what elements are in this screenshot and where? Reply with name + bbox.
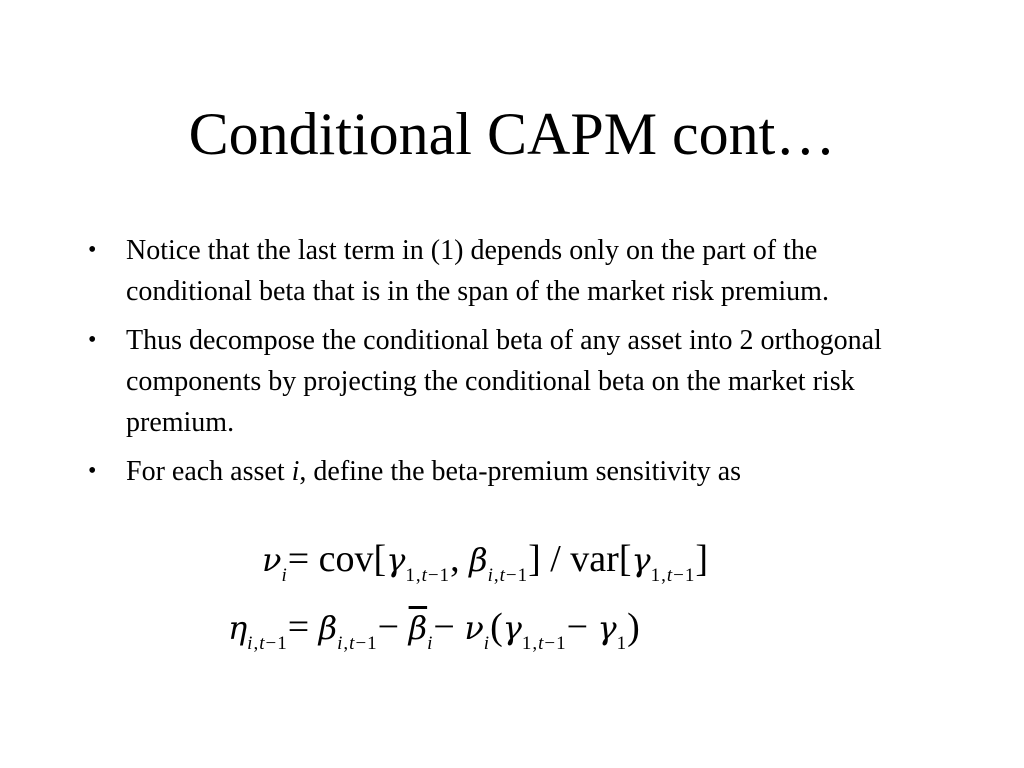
bullet-marker: •: [88, 237, 97, 263]
bullet-text: Thus decompose the conditional beta of any asset into 2 orthogonal components by projecting the conditional beta on the market risk premium.: [126, 325, 882, 438]
equation-eta-residual: $\eta_{i,t-1}= \beta_{i,t-1}- \overline{\beta}_i- \nu_i(\gamma_{1,t-1}- \gamma_1)$: [228, 606, 640, 654]
bullet-list: [84, 230, 934, 500]
bullet-marker: •: [88, 458, 97, 484]
bullet-text-after: , define the beta-premium sensitivity as: [299, 456, 742, 487]
asset-variable: i: [291, 456, 300, 487]
bullet-item: [84, 451, 934, 492]
slide-title: Conditional CAPM cont…: [188, 101, 836, 167]
bullet-text-before: For each asset: [126, 456, 292, 487]
bullet-text: Notice that the last term in (1) depends only on the part of the conditional beta that is in the span of the market risk premium.: [126, 235, 829, 307]
bullet-item: [84, 230, 934, 312]
equation-beta-premium-sensitivity: $\nu_i= cov[\gamma_{1,t-1}$, $\beta_{i,t-1}] / var[\gamma_{1,t-1}]$: [262, 538, 709, 586]
bullet-marker: •: [88, 327, 97, 353]
bullet-item: [84, 320, 934, 443]
